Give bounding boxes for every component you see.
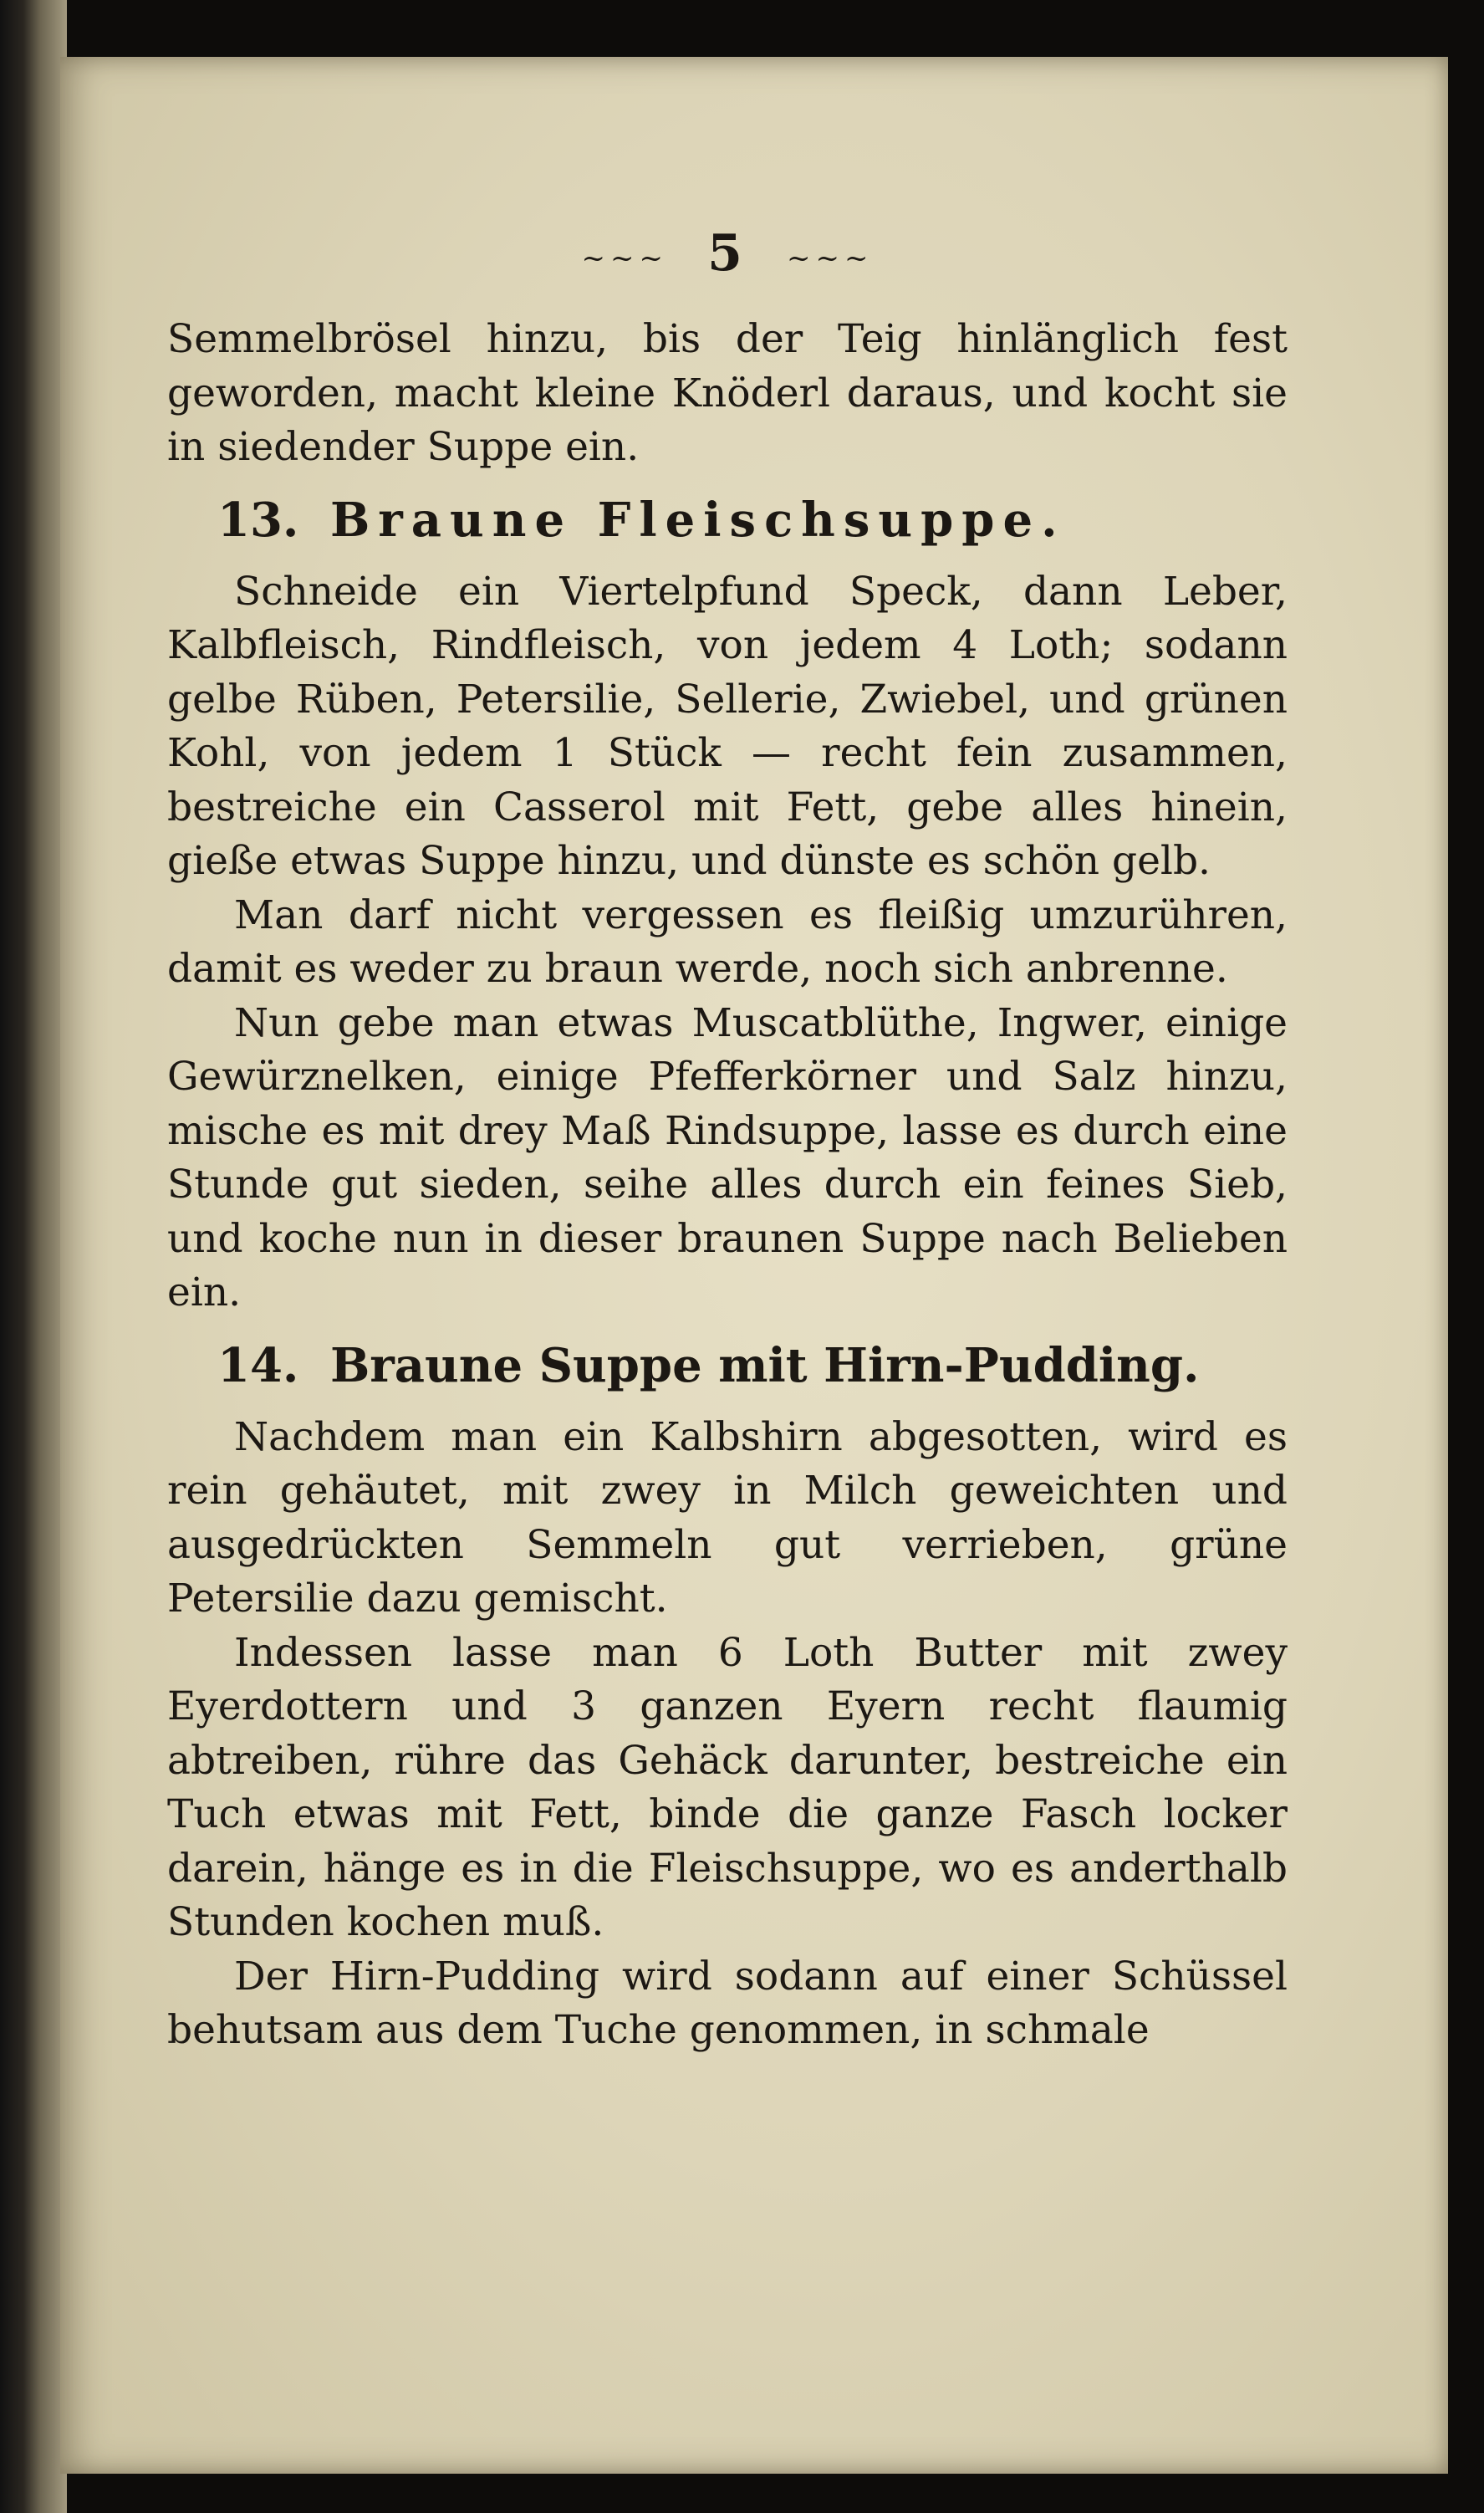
paragraph: Nachdem man ein Kalbshirn abgesotten, wird es rein gehäutet, mit zwey in Milch geweichten und ausgedrückten Semmeln gut verrieben, grüne Petersilie dazu gemischt. bbox=[167, 1413, 1288, 1622]
book-page bbox=[60, 57, 1448, 2474]
paragraph: Nun gebe man etwas Muscatblüthe, Ingwer, einige Gewürznelken, einige Pfefferkörner und Salz hinzu, mische es mit drey Maß Rindsuppe, lasse es durch eine Stunde gut sieden, seihe alles durch ein feines Sieb, und koche nun in dieser braunen Suppe nach Belieben ein. bbox=[167, 999, 1288, 1315]
paragraph: Der Hirn-Pudding wird sodann auf einer Schüssel behutsam aus dem Tuche genommen, in schmale bbox=[167, 1953, 1288, 2053]
recipe-heading-13 bbox=[217, 490, 1288, 550]
ornament-right: ~~~ bbox=[787, 242, 874, 275]
recipe-number: 14. bbox=[217, 1337, 299, 1393]
recipe-number: 13. bbox=[217, 492, 299, 548]
ornament-left: ~~~ bbox=[581, 242, 668, 275]
page-header bbox=[167, 224, 1288, 283]
paragraph: Schneide ein Viertelpfund Speck, dann Leber, Kalbfleisch, Rindfleisch, von jedem 4 Loth; sodann gelbe Rüben, Petersilie, Sellerie, Zwiebel, und grünen Kohl, von jedem 1 Stück — recht fein zusammen, bestreiche ein Casserol mit Fett, gebe alles hinein, gieße etwas Suppe hinzu, und dünste es schön gelb. bbox=[167, 568, 1288, 884]
paragraph: Man darf nicht vergessen es fleißig umzurühren, damit es weder zu braun werde, noch sich anbrenne. bbox=[167, 891, 1288, 992]
book-gutter bbox=[0, 0, 67, 2513]
recipe-title: Braune Suppe mit Hirn-Pudding. bbox=[329, 1337, 1200, 1393]
recipe-heading-14 bbox=[217, 1336, 1288, 1396]
page-content bbox=[167, 224, 1288, 2058]
page-number: 5 bbox=[707, 224, 747, 283]
paragraph-continuation: Semmelbrösel hinzu, bis der Teig hinlänglich fest geworden, macht kleine Knöderl daraus, und kocht sie in siedender Suppe ein. bbox=[167, 316, 1288, 470]
recipe-title: Braune Fleischsuppe. bbox=[329, 492, 1066, 548]
paragraph: Indessen lasse man 6 Loth Butter mit zwey Eyerdottern und 3 ganzen Eyern recht flaumig abtreiben, rühre das Gehäck darunter, bestreiche ein Tuch etwas mit Fett, binde die ganze Fasch locker darein, hänge es in die Fleischsuppe, wo es anderthalb Stunden kochen muß. bbox=[167, 1629, 1288, 1945]
